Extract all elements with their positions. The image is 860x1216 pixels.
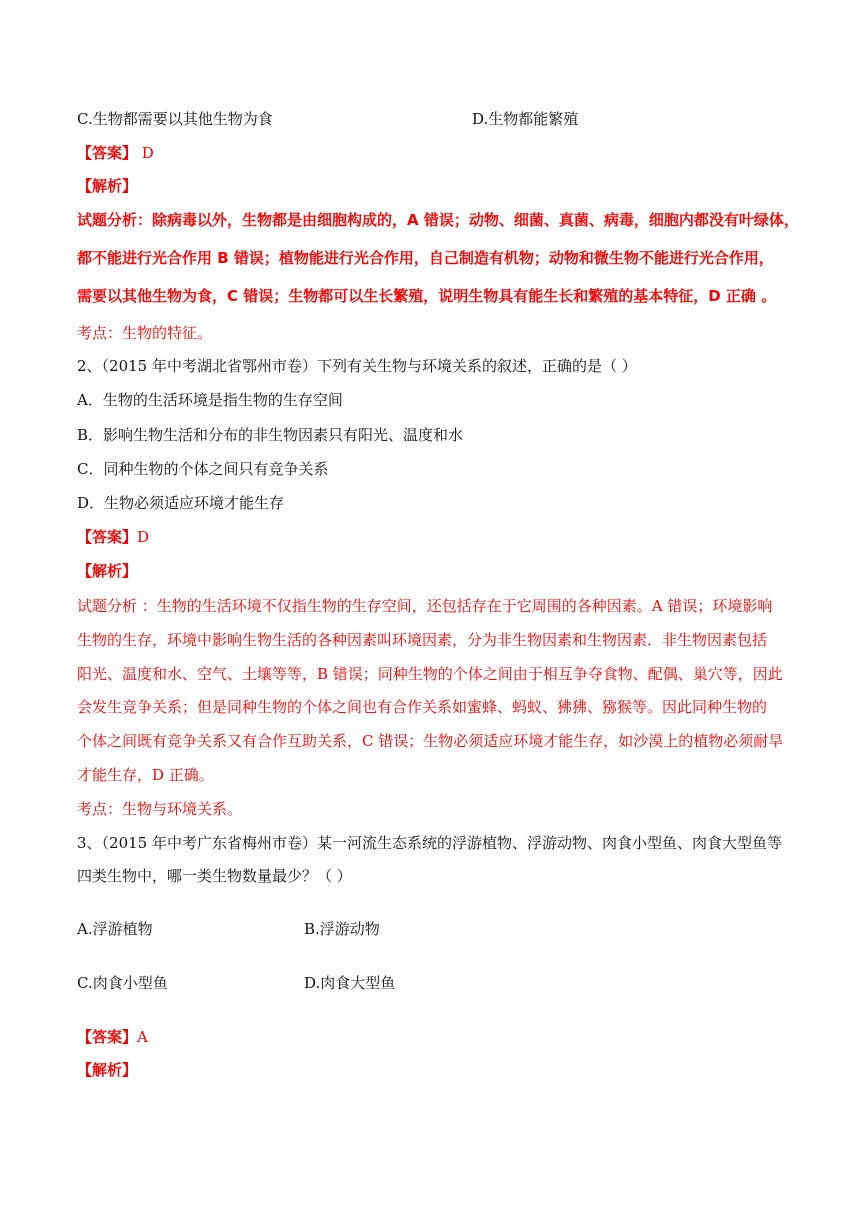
- q2-analysis-line-5: 个体之间既有竞争关系又有合作互助关系，C 错误；生物必须适应环境才能生存，如沙漠上的植物必须耐旱: [77, 732, 784, 750]
- q2-analysis-line-2: 生物的生存，环境中影响生物生活的各种因素叫环境因素，分为非生物因素和生物因素．非生物因素包括: [77, 631, 768, 649]
- q3-analysis-label: 【解析】: [77, 1061, 138, 1079]
- q2-analysis-line-1: 试题分析 ：生物的生活环境不仅指生物的生存空间，还包括存在于它周围的各种因素。A 错误；环境影响: [77, 597, 773, 615]
- q1-point: 考点：生物的特征。: [77, 324, 213, 342]
- answer-value: A: [137, 1028, 148, 1046]
- q3-option-a: A.浮游植物: [77, 920, 153, 938]
- q3-option-c: C.肉食小型鱼: [77, 974, 168, 992]
- answer-value: D: [137, 144, 154, 162]
- q1-analysis-line-1: 试题分析：除病毒以外，生物都是由细胞构成的，A 错误；动物、细菌、真菌、病毒，细胞内都没有叶绿体，: [77, 211, 799, 229]
- q1-option-c: C.生物都需要以其他生物为食: [77, 110, 273, 128]
- q2-option-d: D．生物必须适应环境才能生存: [77, 494, 285, 512]
- q2-analysis-label: 【解析】: [77, 562, 138, 580]
- q2-option-a: A．生物的生活环境是指生物的生存空间: [77, 391, 343, 409]
- q2-analysis-line-6: 才能生存，D 正确。: [77, 766, 214, 784]
- answer-label: 【答案】: [77, 144, 138, 162]
- q1-analysis-line-3: 需要以其他生物为食，C 错误；生物都可以生长繁殖，说明生物具有能生长和繁殖的基本特征，D 正确 。: [77, 287, 777, 305]
- q2-answer: [77, 527, 149, 547]
- q1-analysis-line-2: 都不能进行光合作用 B 错误；植物能进行光合作用，自己制造有机物；动物和微生物不能进行光合作用，: [77, 249, 774, 267]
- q1-analysis-label: 【解析】: [77, 177, 138, 195]
- q3-option-d: D.肉食大型鱼: [304, 974, 396, 992]
- q3-answer: [77, 1027, 148, 1047]
- answer-value: D: [137, 528, 150, 546]
- q1-option-d: D.生物都能繁殖: [472, 110, 579, 128]
- q3-stem-line-2: 四类生物中，哪一类生物数量最少？（ ）: [77, 867, 352, 885]
- q3-stem-line-1: 3、（2015 年中考广东省梅州市卷）某一河流生态系统的浮游植物、浮游动物、肉食小型鱼、肉食大型鱼等: [77, 834, 782, 852]
- q2-option-b: B．影响生物生活和分布的非生物因素只有阳光、温度和水: [77, 426, 464, 444]
- q2-point: 考点：生物与环境关系。: [77, 800, 243, 818]
- q2-option-c: C．同种生物的个体之间只有竞争关系: [77, 460, 329, 478]
- q3-option-b: B.浮游动物: [304, 920, 380, 938]
- q2-stem: 2、（2015 年中考湖北省鄂州市卷）下列有关生物与环境关系的叙述，正确的是（ ）: [77, 357, 637, 375]
- q1-answer: [77, 143, 154, 163]
- answer-label: 【答案】: [77, 1028, 138, 1046]
- q2-analysis-line-4: 会发生竞争关系；但是同种生物的个体之间也有合作关系如蜜蜂、蚂蚁、狒狒、猕猴等。因此同种生物的: [77, 698, 768, 716]
- answer-label: 【答案】: [77, 528, 138, 546]
- q2-analysis-line-3: 阳光、温度和水、空气、土壤等等，B 错误；同种生物的个体之间由于相互争夺食物、配偶、巢穴等，因此: [77, 665, 783, 683]
